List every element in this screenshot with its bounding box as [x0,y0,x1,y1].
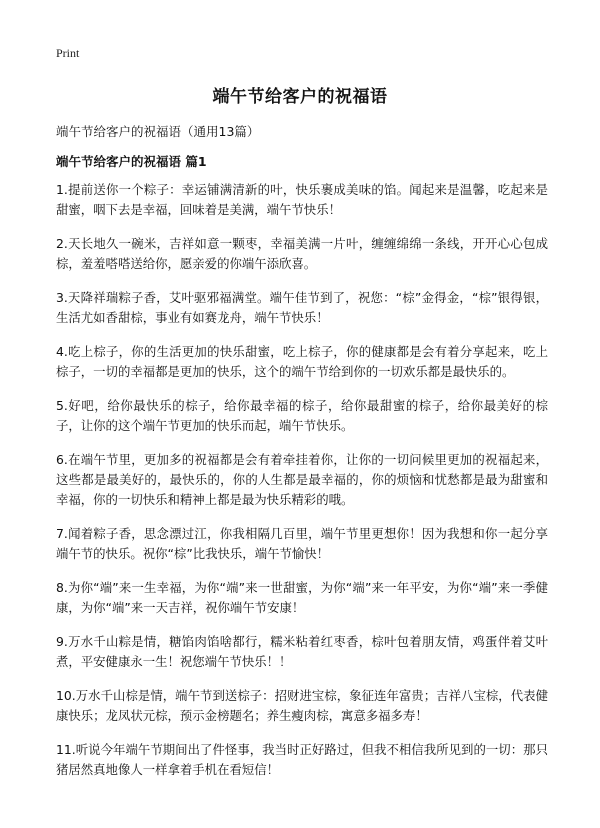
greeting-item: 9.万水千山粽是情，糖馅肉馅啥都行，糯米粘着红枣香，棕叶包着朋友情，鸡蛋伴着艾叶煮，平安健康永一生！祝您端午节快乐！！ [56,634,548,669]
greeting-item: 10.万水千山棕是情，端午节到送棕子：招财进宝棕，象征连年富贵；吉祥八宝棕，代表健康快乐；龙凤状元棕，预示金榜题名；养生瘦肉棕，寓意多福多寿！ [56,688,548,723]
greeting-item: 4.吃上棕子，你的生活更加的快乐甜蜜，吃上棕子，你的健康都是会有着分享起来，吃上棕子，一切的幸福都是更加的快乐，这个的端午节给到你的一切欢乐都是最快乐的。 [56,344,548,379]
greeting-item: 11.听说今年端午节期间出了件怪事，我当时正好路过，但我不相信我所见到的一切：那只猪居然真地像人一样拿着手机在看短信！ [56,742,548,777]
page-title: 端午节给客户的祝福语 [212,87,388,107]
greeting-item: 5.好吧，给你最快乐的棕子，给你最幸福的棕子，给你最甜蜜的棕子，给你最美好的棕子，让你的这个端午节更加的快乐而起，端午节快乐。 [56,398,548,433]
greeting-item: 8.为你“端”来一生幸福，为你“端”来一世甜蜜，为你“端”来一年平安，为你“端”来一季健康，为你“端”来一天吉祥，祝你端午节安康！ [56,580,548,615]
section-heading: 端午节给客户的祝福语 篇1 [56,154,207,169]
greeting-item: 3.天降祥瑞粽子香，艾叶驱邪福满堂。端午佳节到了，祝您：“棕”金得金，“棕”银得银，生活尤如香甜棕，事业有如赛龙舟，端午节快乐！ [56,290,548,325]
greeting-item: 6.在端午节里，更加多的祝福都是会有着牵挂着你，让你的一切问候里更加的祝福起来，这些都是最美好的，最快乐的，你的人生都是最幸福的，你的烦恼和忧愁都是最为甜蜜和幸福，你的一切快乐和精神上都是最为快乐精彩的哦。 [56,452,548,507]
greeting-item: 7.闻着粽子香，思念漂过江，你我相隔几百里，端午节里更想你！因为我想和你一起分享端午节的快乐。祝你“棕”比我快乐，端午节愉快！ [56,526,548,561]
greeting-item: 1.提前送你一个粽子：幸运铺满清新的叶，快乐裹成美味的馅。闻起来是温馨，吃起来是甜蜜，咽下去是幸福，回味着是美满，端午节快乐！ [56,182,548,217]
greeting-list [56,180,548,794]
page-subtitle: 端午节给客户的祝福语（通用13篇） [56,124,260,139]
print-link[interactable]: Print [56,46,80,60]
greeting-item: 2.天长地久一碗米，吉祥如意一颗枣，幸福美满一片叶，缠缠绵绵一条线，开开心心包成棕，羞羞嗒嗒送给你，愿亲爱的你端午添欣喜。 [56,236,548,271]
